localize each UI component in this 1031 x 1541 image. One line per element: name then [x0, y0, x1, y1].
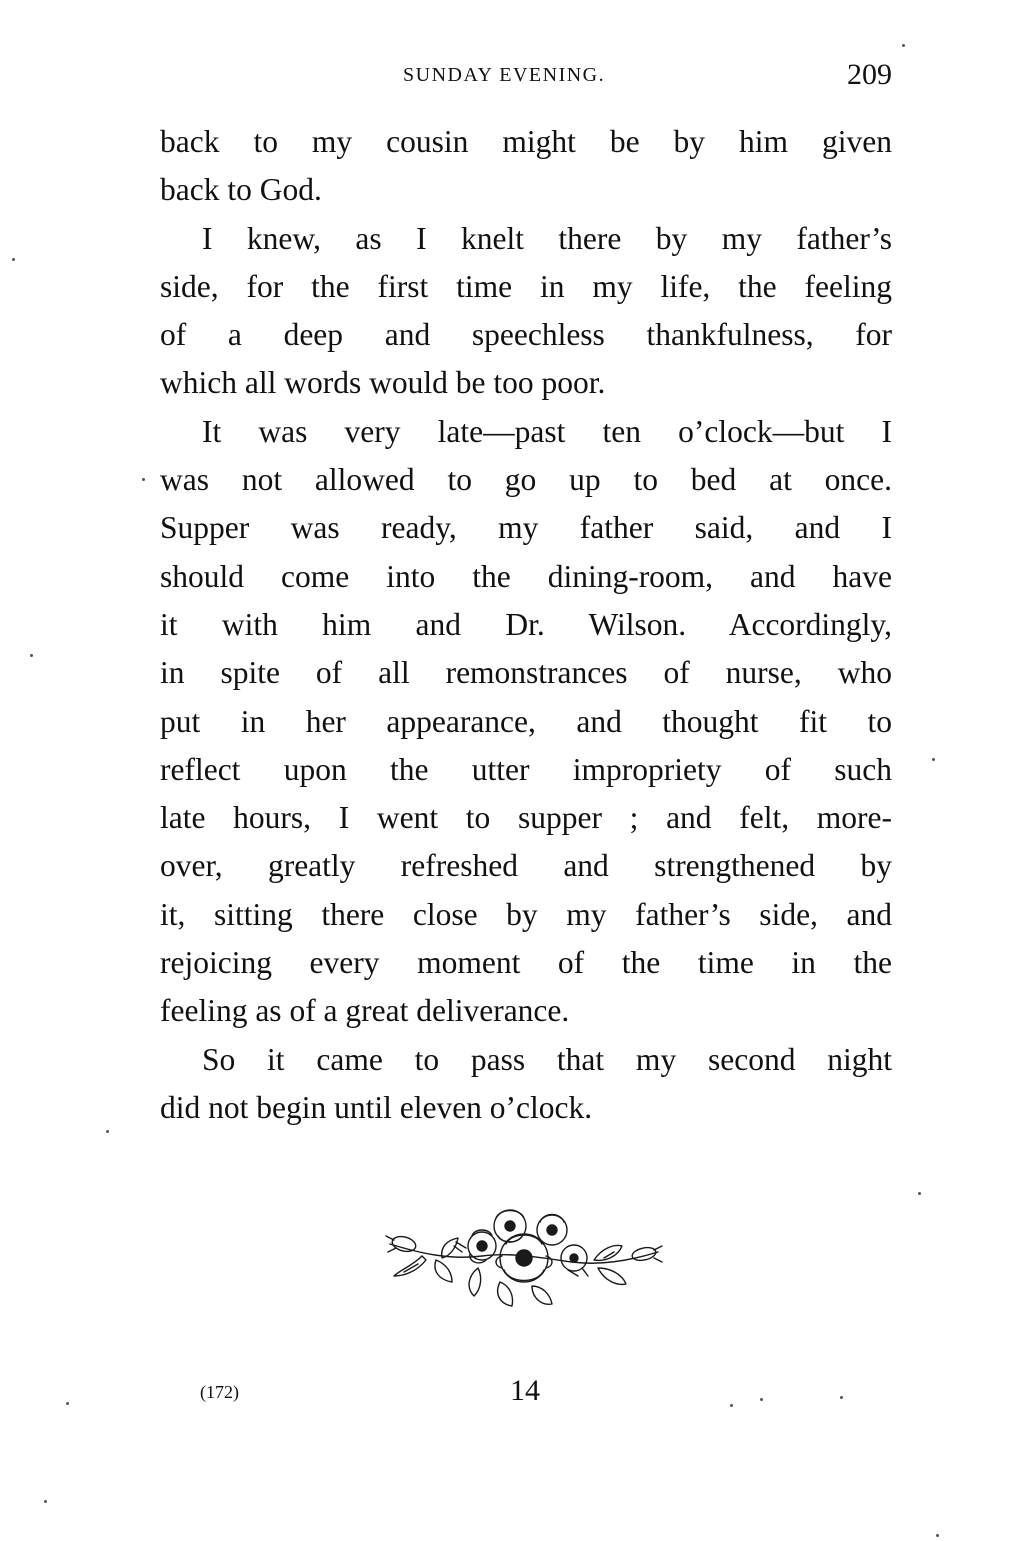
- text-line: reflect upon the utter impropriety of such: [160, 751, 892, 787]
- scan-speck: [840, 1396, 843, 1399]
- scan-speck: [106, 1130, 109, 1133]
- text-line: I knew, as I knelt there by my father’s: [202, 220, 892, 256]
- page-number: 209: [847, 58, 892, 91]
- scan-speck: [902, 44, 905, 47]
- text-line: in spite of all remonstrances of nurse, who: [160, 655, 892, 691]
- text-line: should come into the dining-room, and have: [160, 558, 892, 594]
- scan-speck: [44, 1500, 47, 1503]
- scan-speck: [932, 758, 935, 761]
- text-line: late hours, I went to supper ; and felt, more-: [160, 800, 892, 836]
- floral-ornament-icon: [382, 1206, 666, 1310]
- text-line: which all words would be too poor.: [160, 365, 606, 401]
- text-line: it, sitting there close by my father’s side, and: [160, 896, 892, 932]
- text-line: was not allowed to go up to bed at once.: [160, 462, 892, 498]
- text-line: side, for the first time in my life, the feeling: [160, 268, 892, 304]
- text-line: rejoicing every moment of the time in the: [160, 945, 892, 981]
- text-line: of a deep and speechless thankfulness, for: [160, 317, 892, 353]
- scan-speck: [760, 1398, 763, 1401]
- scan-speck: [30, 654, 33, 657]
- scan-speck: [12, 258, 15, 261]
- running-title: SUNDAY EVENING.: [403, 64, 606, 86]
- text-line: It was very late—past ten o’clock—but I: [202, 413, 892, 449]
- running-head: [160, 58, 892, 98]
- sheet-number: 14: [510, 1374, 540, 1407]
- scan-speck: [936, 1534, 939, 1537]
- body-text: [160, 118, 892, 1132]
- text-line: feeling as of a great deliverance.: [160, 993, 570, 1029]
- text-line: So it came to pass that my second night: [202, 1041, 892, 1077]
- text-line: did not begin until eleven o’clock.: [160, 1089, 593, 1125]
- scan-speck: [66, 1402, 69, 1405]
- printer-signature: (172): [200, 1382, 239, 1402]
- scan-speck: [918, 1192, 921, 1195]
- text-line: it with him and Dr. Wilson. Accordingly,: [160, 606, 892, 642]
- text-line: Supper was ready, my father said, and I: [160, 510, 892, 546]
- scan-speck: [142, 478, 145, 481]
- text-line: back to my cousin might be by him given: [160, 124, 892, 159]
- text-line: back to God.: [160, 172, 322, 208]
- text-line: put in her appearance, and thought fit to: [160, 703, 892, 739]
- text-line: over, greatly refreshed and strengthened by: [160, 848, 892, 884]
- scan-speck: [730, 1404, 733, 1407]
